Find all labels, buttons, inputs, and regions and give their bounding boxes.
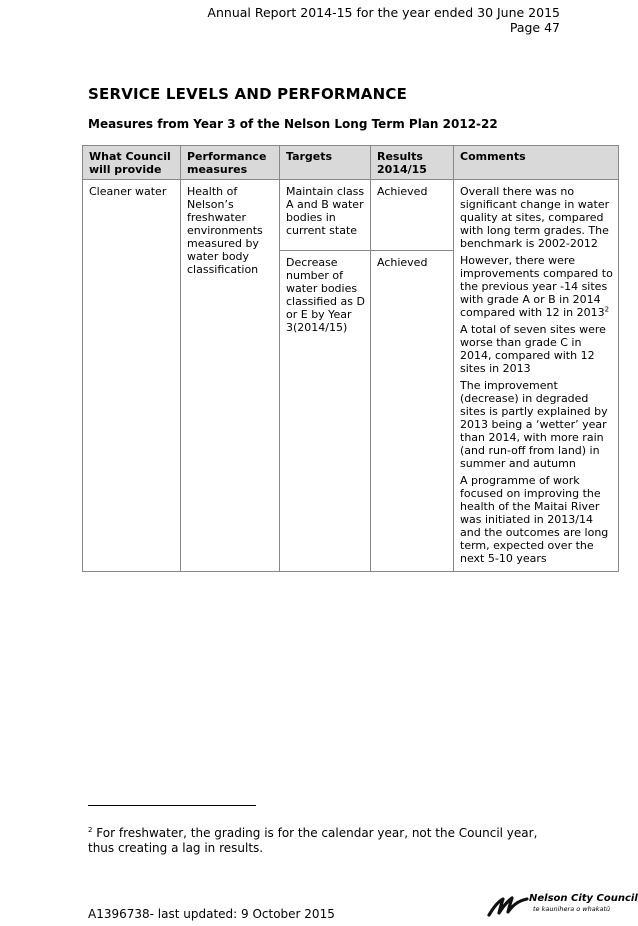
nelson-city-council-logo [487, 893, 638, 919]
footnote [88, 826, 558, 856]
comment-text: However, there were improvements compared to the previous year -14 sites with grade A or B in 2014 compared with 12 in 2013 [460, 254, 613, 319]
header-comments: Comments [454, 146, 619, 180]
performance-table [82, 145, 619, 572]
cell-result-2: Achieved [371, 251, 454, 572]
header-what-council-will-provide: What Council will provide [83, 146, 181, 180]
header-results: Results 2014/15 [371, 146, 454, 180]
running-header-title: Annual Report 2014-15 for the year ended 30 June 2015 [207, 5, 560, 20]
footnote-divider [88, 805, 256, 806]
comment-paragraph: The improvement (decrease) in degraded sites is partly explained by 2013 being a ‘wetter’ year than 2014, with more rain (and run-off from land) in summer and autumn [460, 379, 608, 470]
footnote-reference: 2 [604, 305, 610, 314]
footnote-marker: 2 [88, 826, 93, 834]
footnote-text: For freshwater, the grading is for the calendar year, not the Council year, thus creating a lag in results. [88, 826, 538, 855]
cell-provide: Cleaner water [83, 180, 181, 572]
comment-paragraph: A total of seven sites were worse than grade C in 2014, compared with 12 sites in 2013 [460, 323, 606, 375]
header-targets: Targets [280, 146, 371, 180]
header-performance-measures: Performance measures [181, 146, 280, 180]
comment-paragraph [460, 254, 613, 319]
table-row [83, 180, 619, 251]
cell-result-1: Achieved [371, 180, 454, 251]
logo-mark-icon [487, 893, 531, 919]
page-number: Page 47 [509, 20, 560, 35]
section-title: SERVICE LEVELS AND PERFORMANCE [88, 85, 408, 103]
logo-name: Nelson City Council [529, 893, 638, 904]
cell-comments [454, 180, 619, 572]
cell-target-2: Decrease number of water bodies classified as D or E by Year 3(2014/15) [280, 251, 371, 572]
section-subtitle: Measures from Year 3 of the Nelson Long Term Plan 2012-22 [88, 117, 498, 131]
table-header-row [83, 146, 619, 180]
cell-measure: Health of Nelson’s freshwater environments measured by water body classification [181, 180, 280, 572]
comment-paragraph: A programme of work focused on improving the health of the Maitai River was initiated in 2013/14 and the outcomes are long term, expected over the next 5-10 years [460, 474, 609, 565]
cell-target-1: Maintain class A and B water bodies in current state [280, 180, 371, 251]
document-reference: A1396738- last updated: 9 October 2015 [88, 907, 335, 921]
logo-tagline: te kaunihera o whakatū [533, 905, 611, 913]
comment-paragraph: Overall there was no significant change in water quality at sites, compared with long term grades. The benchmark is 2002-2012 [460, 185, 610, 250]
